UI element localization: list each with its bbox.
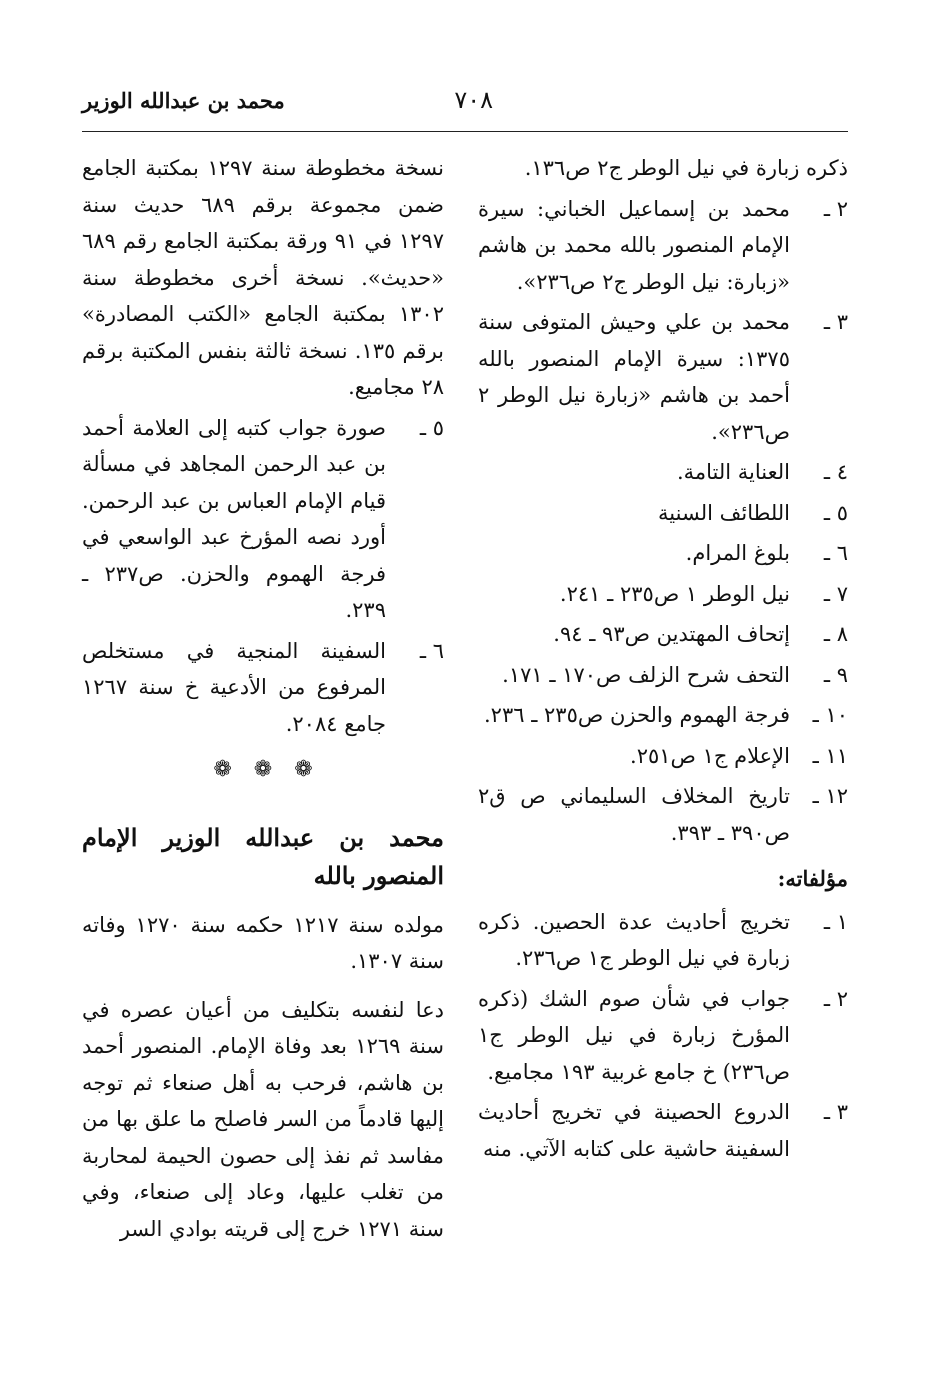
list-item bbox=[478, 535, 848, 572]
item-number: ٢ ـ bbox=[823, 986, 848, 1011]
item-text: صورة جواب كتبه إلى العلامة أحمد بن عبد الرحمن المجاهد في مسألة قيام الإمام العباس بن عبد الرحمن. أورد نصه المؤرخ عبد الواسعي في فرجة الهموم والحزن. ص٢٣٧ ـ ٢٣٩. bbox=[82, 415, 386, 622]
page-number: ٧٠٨ bbox=[454, 86, 493, 114]
item-text: تاريخ المخلاف السليماني ص ق٢ ص٣٩٠ ـ ٣٩٣. bbox=[478, 784, 790, 845]
page-header bbox=[82, 84, 848, 120]
item-number: ٧ ـ bbox=[823, 581, 848, 606]
item-text: الإعلام ج١ ص٢٥١. bbox=[630, 743, 790, 768]
list-item bbox=[478, 495, 848, 532]
item-text: إتحاف المهتدين ص٩٣ ـ ٩٤. bbox=[553, 622, 790, 646]
item-text: العناية التامة. bbox=[676, 460, 790, 484]
list-item bbox=[478, 657, 848, 694]
item-number: ٥ ـ bbox=[419, 415, 444, 440]
item-number: ٦ ـ bbox=[823, 541, 848, 565]
list-item bbox=[478, 981, 848, 1091]
list-item bbox=[478, 191, 848, 301]
continued-text: ذكره زبارة في نيل الوطر ج٢ ص١٣٦. bbox=[524, 156, 848, 180]
list-item bbox=[478, 778, 848, 851]
running-title: محمد بن عبدالله الوزير bbox=[82, 88, 285, 113]
list-item bbox=[478, 904, 848, 977]
works-heading: مؤلفاته: bbox=[777, 866, 848, 891]
item-text: محمد بن إسماعيل الخباني: سيرة الإمام المنصور بالله محمد بن هاشم «زبارة: نيل الوطر ج٢ ص٢٣٦». bbox=[478, 196, 790, 294]
list-item bbox=[478, 738, 848, 775]
list-item bbox=[478, 616, 848, 653]
item-number: ٣ ـ bbox=[823, 1100, 848, 1124]
item-number: ٥ ـ bbox=[823, 500, 848, 525]
item-number: ٩ ـ bbox=[823, 662, 848, 687]
item-number: ١ ـ bbox=[823, 909, 848, 934]
item-number: ١٠ ـ bbox=[812, 703, 848, 727]
list-item bbox=[478, 454, 848, 491]
item-number: ٣ ـ bbox=[823, 310, 848, 334]
item-text: نيل الوطر ١ ص٢٣٥ ـ ٢٤١. bbox=[559, 581, 790, 606]
left-column bbox=[82, 150, 444, 1259]
item-text: فرجة الهموم والحزن ص٢٣٥ ـ ٢٣٦. bbox=[483, 703, 790, 727]
list-item bbox=[478, 697, 848, 734]
item-text: تخريج أحاديث عدة الحصين. ذكره زبارة في نيل الوطر ج١ ص٢٣٦. bbox=[478, 909, 790, 970]
biography-dates: مولده سنة ١٢١٧ حكمه سنة ١٢٧٠ وفاته سنة ١٣٠٧. bbox=[82, 912, 444, 973]
item-text: الدروع الحصينة في تخريج أحاديث السفينة حاشية على كتابه الآتي. منه bbox=[478, 1100, 790, 1161]
header-rule bbox=[82, 131, 848, 132]
continued-text: نسخة مخطوطة سنة ١٢٩٧ بمكتبة الجامع ضمن مجموعة برقم ٦٨٩ حديث سنة ١٢٩٧ في ٩١ ورقة بمكتبة الجامع رقم ٦٨٩ «حديث». نسخة أخرى مخطوطة سنة ١٣٠٢ بمكتبة الجامع «الكتب المصادرة» برقم ١٣٥. نسخة ثالثة بنفس المكتبة برقم ٢٨ مجاميع. bbox=[82, 156, 445, 399]
section-title: محمد بن عبدالله الوزير الإمام المنصور بالله bbox=[82, 822, 444, 890]
item-number: ٤ ـ bbox=[823, 460, 848, 484]
item-number: ١١ ـ bbox=[812, 743, 848, 768]
item-number: ٦ ـ bbox=[419, 638, 444, 663]
list-item bbox=[478, 576, 848, 613]
item-number: ٨ ـ bbox=[823, 622, 848, 646]
item-text: التحف شرح الزلف ص١٧٠ ـ ١٧١. bbox=[502, 662, 790, 687]
biography-text: دعا لنفسه بتكليف من أعيان عصره في سنة ١٢٦٩ بعد وفاة الإمام. المنصور أحمد بن هاشم، فرحب به أهل صنعاء ثم توجه إليها قادماً من السر فاصلح ما علق بها من مفاسد ثم نفذ إلى حصون الحيمة لمحاربة من تغلب عليها، وعاد إلى صنعاء، وفي سنة ١٢٧١ خرج إلى قريته بوادي السر bbox=[82, 997, 444, 1241]
right-column bbox=[478, 150, 848, 1171]
list-item bbox=[82, 410, 444, 629]
item-text: اللطائف السنية bbox=[658, 500, 790, 525]
item-number: ٢ ـ bbox=[823, 196, 848, 221]
item-text: محمد بن علي وحيش المتوفى سنة ١٣٧٥: سيرة الإمام المنصور بالله أحمد بن هاشم «زبارة نيل الوطر ٢ ص٢٣٦». bbox=[478, 310, 790, 444]
list-item bbox=[478, 1094, 848, 1167]
list-item bbox=[478, 304, 848, 450]
ornament-divider: ❁❁❁ bbox=[213, 757, 335, 782]
item-text: بلوغ المرام. bbox=[685, 541, 790, 565]
item-text: جواب في شأن صوم الشك (ذكره المؤرخ زبارة في نيل الوطر ج١ ص٢٣٦) خ جامع غربية ١٩٣ مجاميع. bbox=[478, 986, 790, 1084]
item-number: ١٢ ـ bbox=[812, 784, 848, 808]
item-text: السفينة المنجية في مستخلص المرفوع من الأدعية خ سنة ١٢٦٧ جامع ٢٠٨٤. bbox=[82, 638, 386, 736]
list-item bbox=[82, 633, 444, 743]
